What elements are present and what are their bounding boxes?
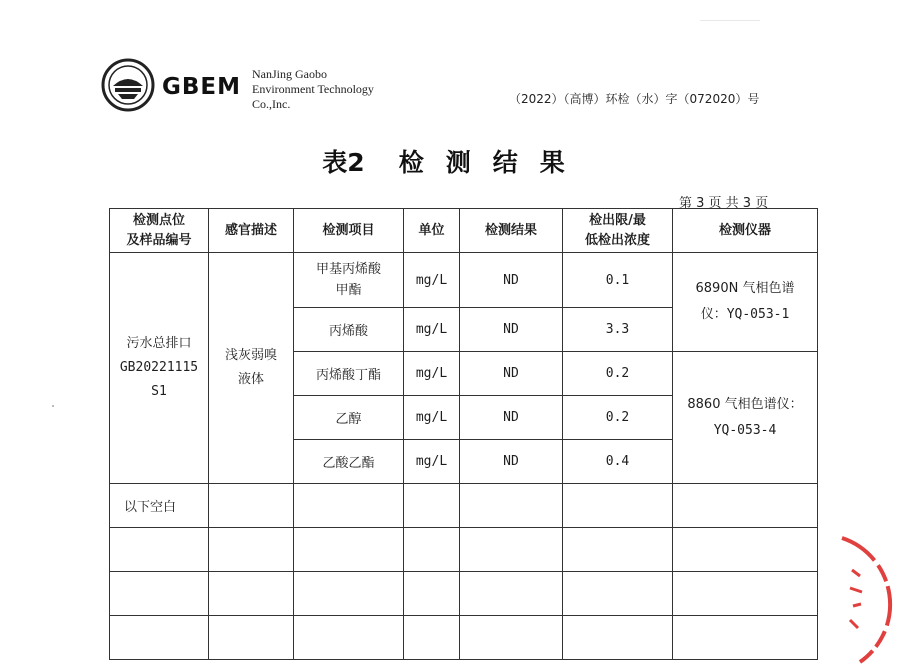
header-line: 检测点位 bbox=[132, 212, 185, 228]
page-indicator: 第 3 页 共 3 页 bbox=[679, 196, 769, 211]
instrument-cell bbox=[673, 253, 818, 352]
empty-cell bbox=[209, 528, 294, 572]
empty-cell bbox=[460, 616, 563, 660]
item-line: 甲酯 bbox=[335, 283, 362, 298]
empty-cell bbox=[404, 528, 460, 572]
item-cell: 丙烯酸 bbox=[294, 308, 404, 352]
scan-speck bbox=[700, 20, 760, 21]
empty-cell bbox=[563, 528, 673, 572]
scan-speck bbox=[52, 405, 54, 407]
table-label: 表2 bbox=[322, 148, 365, 177]
header-result: 检测结果 bbox=[460, 209, 563, 253]
unit-cell: mg/L bbox=[404, 440, 460, 484]
empty-cell bbox=[209, 572, 294, 616]
result-cell: ND bbox=[460, 308, 563, 352]
document-header bbox=[0, 0, 909, 130]
empty-cell bbox=[110, 616, 209, 660]
empty-cell bbox=[563, 572, 673, 616]
red-stamp-icon bbox=[820, 530, 909, 670]
empty-cell bbox=[294, 484, 404, 528]
sensory-cell bbox=[209, 253, 294, 484]
item-cell: 丙烯酸丁酯 bbox=[294, 352, 404, 396]
empty-cell bbox=[209, 616, 294, 660]
empty-cell bbox=[404, 616, 460, 660]
empty-row bbox=[110, 572, 818, 616]
empty-cell bbox=[294, 572, 404, 616]
item-line: 甲基丙烯酸 bbox=[315, 262, 381, 277]
header-line: 及样品编号 bbox=[126, 232, 192, 248]
empty-cell bbox=[294, 616, 404, 660]
header-unit: 单位 bbox=[404, 209, 460, 253]
limit-cell: 0.2 bbox=[563, 352, 673, 396]
sensory-line: 液体 bbox=[237, 372, 264, 387]
header-line: 检出限/最 bbox=[589, 212, 646, 228]
empty-cell bbox=[460, 484, 563, 528]
empty-cell bbox=[110, 572, 209, 616]
empty-cell bbox=[294, 528, 404, 572]
company-line: NanJing Gaobo bbox=[252, 67, 327, 81]
limit-cell: 0.4 bbox=[563, 440, 673, 484]
empty-cell bbox=[404, 572, 460, 616]
company-line: Environment Technology bbox=[252, 82, 374, 96]
company-name bbox=[252, 67, 374, 112]
page-title bbox=[0, 143, 909, 179]
instrument-line: 8860 气相色谱仪： bbox=[687, 396, 803, 412]
result-cell: ND bbox=[460, 253, 563, 308]
limit-cell: 3.3 bbox=[563, 308, 673, 352]
results-table bbox=[109, 208, 818, 660]
unit-cell: mg/L bbox=[404, 352, 460, 396]
empty-row bbox=[110, 528, 818, 572]
empty-cell bbox=[404, 484, 460, 528]
unit-cell: mg/L bbox=[404, 396, 460, 440]
sensory-line: 浅灰弱嗅 bbox=[224, 348, 277, 363]
blank-note-row bbox=[110, 484, 818, 528]
empty-cell bbox=[110, 528, 209, 572]
company-logo-text: GBEM bbox=[162, 74, 242, 100]
result-cell: ND bbox=[460, 396, 563, 440]
empty-cell bbox=[460, 528, 563, 572]
instrument-line: 仪：YQ-053-1 bbox=[700, 307, 790, 322]
header-item: 检测项目 bbox=[294, 209, 404, 253]
header-sensory: 感官描述 bbox=[209, 209, 294, 253]
header-point bbox=[110, 209, 209, 253]
empty-cell bbox=[673, 484, 818, 528]
result-cell: ND bbox=[460, 352, 563, 396]
instrument-cell bbox=[673, 352, 818, 484]
table-title: 检测结果 bbox=[398, 148, 587, 177]
limit-cell: 0.1 bbox=[563, 253, 673, 308]
result-cell: ND bbox=[460, 440, 563, 484]
unit-cell: mg/L bbox=[404, 253, 460, 308]
item-cell bbox=[294, 253, 404, 308]
header-instrument: 检测仪器 bbox=[673, 209, 818, 253]
header-line: 低检出浓度 bbox=[584, 232, 650, 248]
company-seal-icon bbox=[101, 58, 155, 112]
empty-row bbox=[110, 616, 818, 660]
sample-id-line: GB20221115 bbox=[119, 360, 199, 375]
unit-cell: mg/L bbox=[404, 308, 460, 352]
empty-cell bbox=[673, 616, 818, 660]
empty-cell bbox=[673, 572, 818, 616]
limit-cell: 0.2 bbox=[563, 396, 673, 440]
document-number: （2022）（高博）环检（水）字（072020）号 bbox=[509, 92, 760, 106]
table-row bbox=[110, 253, 818, 308]
blank-note-cell: 以下空白 bbox=[110, 484, 209, 528]
item-cell: 乙醇 bbox=[294, 396, 404, 440]
empty-cell bbox=[563, 616, 673, 660]
company-line: Co.,Inc. bbox=[252, 97, 291, 111]
sample-id-line: S1 bbox=[151, 384, 167, 399]
sample-point-cell bbox=[110, 253, 209, 484]
empty-cell bbox=[673, 528, 818, 572]
empty-cell bbox=[460, 572, 563, 616]
instrument-line: YQ-053-4 bbox=[713, 422, 777, 438]
empty-cell bbox=[209, 484, 294, 528]
sample-point-line: 污水总排口 bbox=[126, 336, 192, 351]
instrument-line: 6890N 气相色谱 bbox=[695, 281, 795, 296]
table-header-row bbox=[110, 209, 818, 253]
empty-cell bbox=[563, 484, 673, 528]
item-cell: 乙酸乙酯 bbox=[294, 440, 404, 484]
header-limit bbox=[563, 209, 673, 253]
